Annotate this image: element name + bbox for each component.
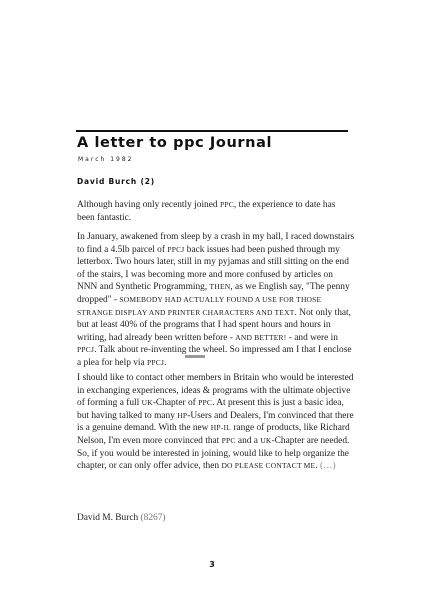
section-separator bbox=[185, 355, 205, 358]
page-number: 3 bbox=[209, 560, 215, 569]
page-title: A letter to ppc Journal bbox=[77, 135, 273, 151]
letter-date: March 1982 bbox=[78, 156, 134, 163]
title-rule bbox=[76, 130, 348, 132]
author-name: David Burch (2) bbox=[77, 177, 155, 186]
signature-name: David M. Burch bbox=[77, 513, 139, 523]
member-number: (8267) bbox=[140, 513, 166, 523]
paragraph-intro: Although having only recently joined PPC, the experience to date has been fantastic. bbox=[77, 200, 336, 223]
signature bbox=[77, 513, 166, 523]
paragraph-plea: I should like to contact other members in Britain who would be interested in exchanging experiences, ideas & programs with the ultimate objective of forming a full UK-Chapter of PPC. At present this is just a basic idea, but having talked to many HP-Users and Dealers, I'm convinced that there is a genuine demand. With the new HP-IL range of products, like Richard Nelson, I'm even more convinced that PPC and a UK-Chapter are needed. So, if you would be interested in joining, would like to help organize the chapter, or can only offer advice, then DO PLEASE CONTACT ME. (…) bbox=[77, 373, 354, 472]
paragraph-story: In January, awakened from sleep by a crash in my hall, I raced downstairs to find a 4.5lb parcel of PPCJ back issues had been pushed through my letterbox. Two hours later, still in my pyjamas and still sitting on the end of the stairs, I was becoming more and more confused by articles on NNN and Synthetic Programming, THEN, as we English say, "The penny dropped" - SOMEBODY HAD ACTUALLY FOUND A USE FOR THOSE STRANGE DISPLAY AND PRINTER CHARACTERS AND TEXT. Not only that, but at least 40% of the programs that I had spent hours and hours in writing, had already been written before - AND BETTER! - and were in PPCJ. Talk about re-inventing the wheel. So impressed am I that I enclose a plea for help via PPCJ. bbox=[77, 232, 355, 368]
